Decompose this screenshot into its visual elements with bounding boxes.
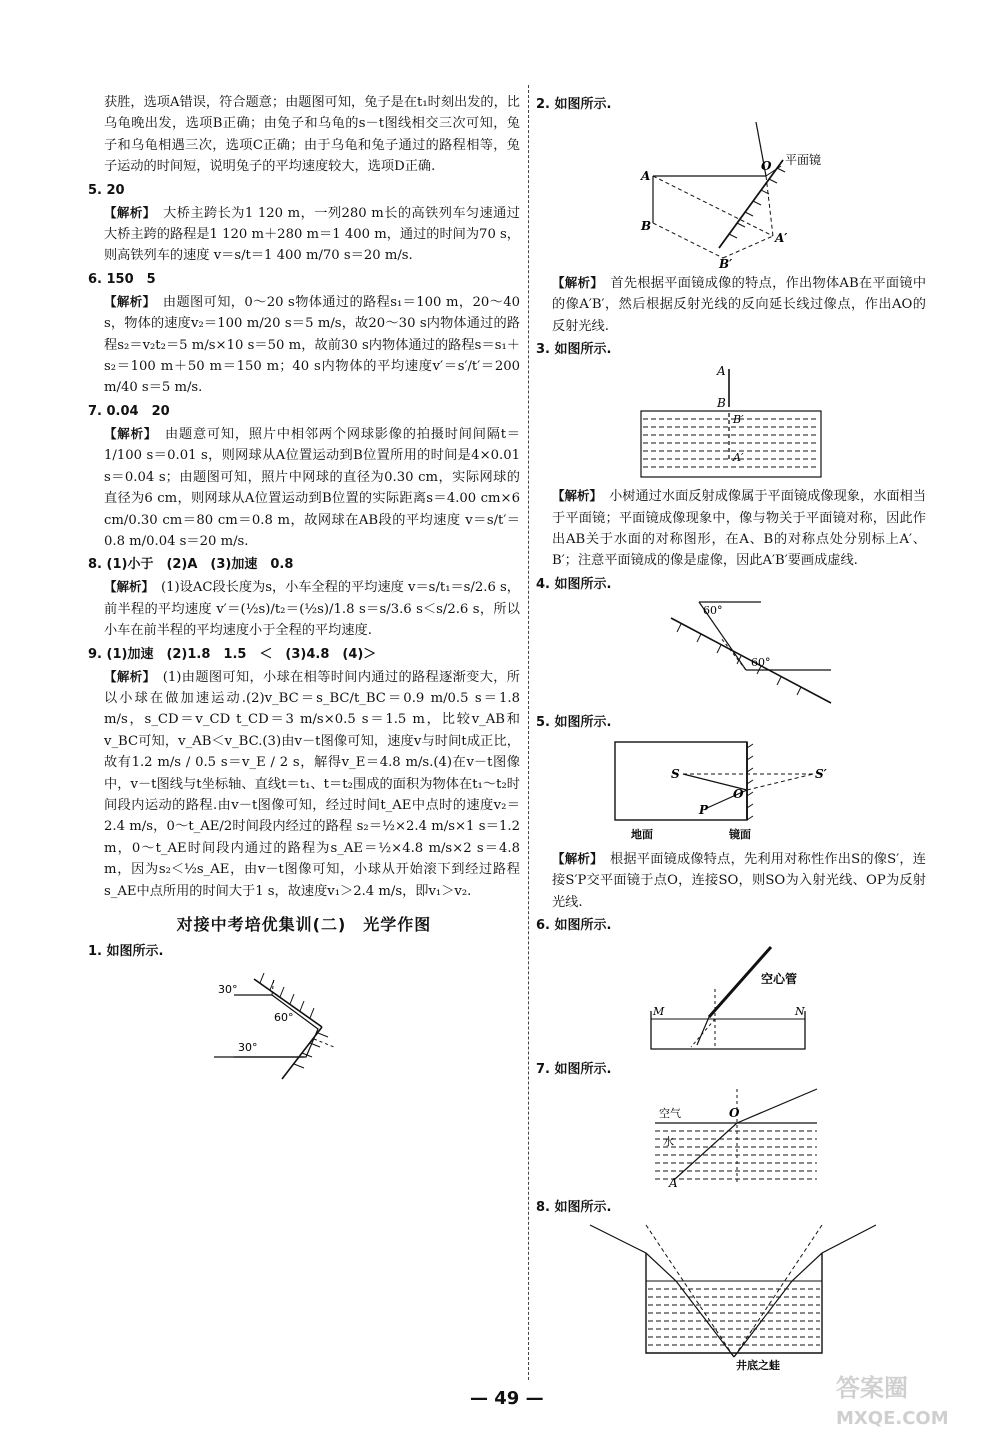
point-a: A [717,364,726,379]
r3-analysis [536,485,926,572]
figure-two-mirrors [214,965,394,1085]
q5-answer: 5. 20 [88,182,125,198]
watermark-brand: 答案圈 [836,1374,908,1402]
q7-answer: 7. 0.04 20 [88,403,170,419]
point-b-prime: B′ [719,257,733,268]
section-title: 对接中考培优集训(二) 光学作图 [176,915,432,934]
analysis-tag: 【解析】 [552,850,597,866]
r7-answer: 7. 如图所示. [536,1062,612,1078]
analysis-tag: 【解析】 [104,204,150,220]
analysis-tag: 【解析】 [552,275,597,290]
point-b: B [641,219,652,233]
r5-answer: 5. 如图所示. [536,714,612,730]
r5-analysis [536,848,926,913]
s1-answer: 1. 如图所示. [88,944,164,959]
point-a: A [641,169,651,183]
r5-text: 根据平面镜成像特点，先利用对称性作出S的像S′，连接S′P交平面镜于点O，连接SO，则SO为入射光线、OP为反射光线. [552,851,926,910]
figure-tree-reflection [611,363,851,481]
q6-text: 由题图可知，0～20 s物体通过的路程s₁＝100 m，20～40 s，物体的速度v₂＝100 m/20 s＝5 m/s，故20～30 s内物体通过的路程s₂＝v₂t₂＝5 m/s×10 s＝50 m，故前30 s内物体通过的路程s＝s₁＋s₂＝100 m＋50 m＝150 m；40 s内物体的平均速度v′＝s′/t′＝200 m/40 s＝5 m/s. [104,294,520,396]
r2-analysis [536,272,926,337]
figure-hollow-tube [611,939,851,1055]
r2-text: 首先根据平面镜成像的特点，作出物体AB在平面镜中的像A′B′，然后根据反射光线的反向延长线过像点，作出AO的反射光线. [552,276,927,334]
analysis-tag: 【解析】 [104,668,150,684]
analysis-tag: 【解析】 [104,425,151,441]
angle-label: 30° [238,1041,258,1054]
analysis-tag: 【解析】 [104,579,148,595]
r8-answer: 8. 如图所示. [536,1200,612,1216]
r4-answer: 4. 如图所示. [536,576,612,592]
r6-answer: 6. 如图所示. [536,918,612,934]
q8-analysis [88,576,520,641]
q5-text: 大桥主跨长为1 120 m，一列280 m长的高铁列车匀速通过大桥主跨的路程是1 120 m＋280 m＝1 400 m，通过的时间为70 s，则高铁列车的速度 v＝s/t＝1 400 m/70 s＝20 m/s. [104,205,520,264]
q6-analysis [88,291,520,399]
r2-answer: 2. 如图所示. [536,97,612,112]
continued-analysis: 获胜，选项A错误，符合题意；由题图可知，兔子是在t₁时刻出发的，比乌龟晚出发，选项B正确；由兔子和乌龟的s－t图线相交三次可知，兔子和乌龟相遇三次，选项C正确；由于乌龟和兔子通过的路程相等，兔子运动的时间短，说明兔子的平均速度较大，选项D正确. [104,95,520,175]
q7-analysis [88,423,520,552]
q7-text: 由题意可知，照片中相邻两个网球影像的拍摄时间间隔t＝1/100 s＝0.01 s，则网球从A位置运动到B位置所用的时间是4×0.01 s＝0.04 s；由题图可知，照片中网球的直径为0.30 cm，实际网球的直径为6 cm，则网球从A位置运动到B位置的实际距离s＝4.00 cm×6 cm/0.30 cm＝80 cm＝0.8 m，故网球在AB段的平均速度 v＝s/t′＝0.8 m/0.04 s＝20 m/s. [104,426,520,549]
watermark [828,1368,978,1434]
q8-text: (1)设AC段长度为s，小车全程的平均速度 v＝s/t₁＝s/2.6 s，前半程的平均速度 v′＝(½s)/t₂＝(½s)/1.8 s＝s/3.6 s＜s/2.6 s，所以小车在前半程的平均速度小于全程的平均速度. [104,580,520,639]
point-a-prime: A′ [775,231,788,245]
point-m: M [653,1005,665,1019]
ground-label: 地面 [631,827,653,841]
tube-label: 空心管 [761,972,798,987]
figure-mirror-60deg [611,598,851,708]
column-divider [528,85,529,1380]
point-n: N [795,1005,805,1019]
point-o: O [729,1106,740,1121]
figure-s-image [611,736,851,844]
watermark-url: MXQE.COM [836,1408,949,1429]
angle-label: 60° [274,1011,294,1024]
q9-text: (1)由题图可知，小球在相等时间内通过的路程逐渐变大，所以小球在做加速运动.(2)v_BC＝s_BC/t_BC＝0.9 m/0.5 s＝1.8 m/s，s_CD＝v_CD t_CD＝3 m/s×0.5 s＝1.5 m，比较v_AB和v_BC可知，v_AB＜v_BC.(3)由v－t图像可知，速度v与时间t成正比，故有1.2 m/s / 0.5 s＝v_E / 2 s，解得v_E＝4.8 m/s.(4)在v－t图像中，v－t图线与t坐标轴、直线t＝t₁、t＝t₂围成的面积为物体在t₁～t₂时间段内运动的路程.由v－t图像可知，经过时间t_AE中点时的速度v₂＝2.4 m/s，0～t_AE/2时间段内经过的路程 s₂＝½×2.4 m/s×1 s＝1.2 m，0～t_AE时间段内通过的路程为s_AE＝½×4.8 m/s×2 s＝4.8 m，因为s₂＜½s_AE，由v－t图像可知，小球从开始滚下到经过路程s_AE中点所用的时间大于1 s，故速度v₁＞2.4 m/s，即v₁＞v₂. [104,669,520,899]
analysis-tag: 【解析】 [104,293,150,309]
left-column [88,92,520,1089]
mirror-label: 平面镜 [785,153,822,167]
analysis-tag: 【解析】 [552,488,596,504]
page-number: — 49 — [470,1388,544,1409]
angle-label: 30° [218,983,238,996]
q5-analysis [88,202,520,267]
figure-frog-in-well [586,1221,876,1371]
q9-analysis [88,666,520,902]
air-label: 空气 [659,1107,681,1121]
mirror-label: 镜面 [729,827,751,841]
figure-plane-mirror-ab [611,118,851,268]
point-p: P [699,802,709,817]
point-b: B [717,396,726,411]
point-o: O [733,786,744,801]
point-o: O [761,159,772,173]
q9-answer: 9. (1)加速 (2)1.8 1.5 ＜ (3)4.8 (4)＞ [88,646,377,662]
water-label: 水 [663,1135,674,1149]
point-s: S [671,766,680,781]
point-a: A [669,1176,678,1191]
angle-label: 60° [703,603,723,617]
point-b-prime: B′ [733,413,744,427]
right-column [536,92,926,1375]
q8-answer: 8. (1)小于 (2)A (3)加速 0.8 [88,557,294,573]
figure-air-water [611,1083,851,1193]
q6-answer: 6. 150 5 [88,271,156,287]
r3-answer: 3. 如图所示. [536,342,612,358]
frog-label: 井底之蛙 [736,1359,780,1372]
point-s-prime: S′ [815,766,827,781]
point-a-prime: A′ [733,451,744,465]
angle-label: 60° [751,655,771,669]
r3-text: 小树通过水面反射成像属于平面镜成像现象，水面相当于平面镜；平面镜成像现象中，像与物关于平面镜对称，因此作出AB关于水面的对称图形，在A、B的对称点处分别标上A′、B′；注意平面镜成的像是虚像，因此A′B′要画成虚线. [552,489,927,569]
